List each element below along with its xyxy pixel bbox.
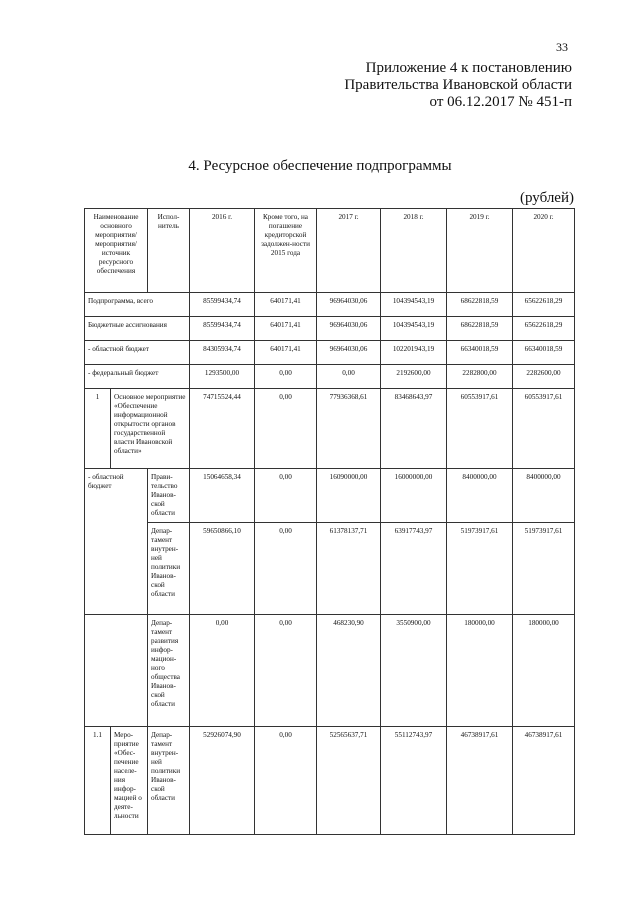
cell-2017: 0,00 — [317, 365, 381, 389]
cell-2016: 0,00 — [190, 615, 255, 727]
row-label: - федеральный бюджет — [85, 365, 190, 389]
cell-debt: 640171,41 — [255, 341, 317, 365]
header-2018: 2018 г. — [381, 209, 447, 293]
row-label-regional-budget: - областной бюджет — [85, 469, 148, 615]
cell-2020: 180000,00 — [513, 615, 575, 727]
page-number: 33 — [556, 40, 568, 54]
appendix-header — [344, 60, 572, 111]
executor-cell: Депар-тамент внутрен-ней политики Иванов-ской области — [148, 523, 190, 615]
cell-2019: 66340018,59 — [447, 341, 513, 365]
cell-debt: 0,00 — [255, 523, 317, 615]
appendix-line-3: от 06.12.2017 № 451-п — [429, 94, 572, 110]
table-header-row — [85, 209, 575, 293]
header-2019: 2019 г. — [447, 209, 513, 293]
table-row-main-activity-1 — [85, 389, 575, 469]
cell-debt: 0,00 — [255, 469, 317, 523]
cell-2018: 83468643,97 — [381, 389, 447, 469]
row-number: 1.1 — [85, 727, 111, 835]
cell-debt: 640171,41 — [255, 317, 317, 341]
table-row-federal-budget — [85, 365, 575, 389]
cell-2018: 104394543,19 — [381, 317, 447, 341]
row-label-empty — [85, 615, 148, 727]
appendix-line-1: Приложение 4 к постановлению — [365, 60, 572, 76]
appendix-line-2: Правительства Ивановской области — [344, 77, 572, 93]
cell-2018: 102201943,19 — [381, 341, 447, 365]
header-executor: Испол-нитель — [148, 209, 190, 293]
cell-2020: 8400000,00 — [513, 469, 575, 523]
cell-2017: 16090000,00 — [317, 469, 381, 523]
header-name: Наименование основного мероприятия/ мероприятия/ источник ресурсного обеспечения — [85, 209, 148, 293]
cell-2020: 60553917,61 — [513, 389, 575, 469]
header-2016: 2016 г. — [190, 209, 255, 293]
cell-debt: 640171,41 — [255, 293, 317, 317]
cell-2018: 55112743,97 — [381, 727, 447, 835]
resource-table — [84, 208, 575, 835]
table-row-budget-allocations — [85, 317, 575, 341]
table-row-subprogram-total — [85, 293, 575, 317]
cell-2018: 16000000,00 — [381, 469, 447, 523]
cell-2016: 85599434,74 — [190, 317, 255, 341]
cell-2016: 84305934,74 — [190, 341, 255, 365]
cell-2020: 65622618,29 — [513, 293, 575, 317]
cell-2017: 77936368,61 — [317, 389, 381, 469]
cell-2020: 66340018,59 — [513, 341, 575, 365]
table-row-executor-internal-policy — [85, 523, 575, 615]
cell-2020: 2282600,00 — [513, 365, 575, 389]
cell-2019: 2282800,00 — [447, 365, 513, 389]
cell-2019: 68622818,59 — [447, 317, 513, 341]
cell-2019: 46738917,61 — [447, 727, 513, 835]
row-label: Основное мероприятие «Обеспечение информационной открытости органов государственной власти Ивановской области» — [111, 389, 190, 469]
cell-2016: 85599434,74 — [190, 293, 255, 317]
table-row-executor-info-society — [85, 615, 575, 727]
cell-2017: 61378137,71 — [317, 523, 381, 615]
table-row-activity-1-1 — [85, 727, 575, 835]
cell-2016: 59650866,10 — [190, 523, 255, 615]
row-label: Бюджетные ассигнования — [85, 317, 190, 341]
cell-2020: 46738917,61 — [513, 727, 575, 835]
cell-2017: 96964030,06 — [317, 341, 381, 365]
header-2020: 2020 г. — [513, 209, 575, 293]
cell-2017: 52565637,71 — [317, 727, 381, 835]
cell-2019: 51973917,61 — [447, 523, 513, 615]
cell-2018: 104394543,19 — [381, 293, 447, 317]
row-label: Подпрограмма, всего — [85, 293, 190, 317]
header-2017: 2017 г. — [317, 209, 381, 293]
cell-2020: 51973917,61 — [513, 523, 575, 615]
row-label: - областной бюджет — [85, 341, 190, 365]
cell-debt: 0,00 — [255, 365, 317, 389]
cell-2016: 15064658,34 — [190, 469, 255, 523]
header-debt-2015: Кроме того, на погашение кредиторской задолжен-ности 2015 года — [255, 209, 317, 293]
cell-2019: 68622818,59 — [447, 293, 513, 317]
cell-2017: 96964030,06 — [317, 293, 381, 317]
cell-2018: 63917743,97 — [381, 523, 447, 615]
cell-2017: 96964030,06 — [317, 317, 381, 341]
cell-2019: 180000,00 — [447, 615, 513, 727]
table-row-regional-budget — [85, 341, 575, 365]
row-label: Меро-приятие «Обес-печение населе-ния инфор-мацией о деяте-льности — [111, 727, 148, 835]
row-number: 1 — [85, 389, 111, 469]
executor-cell: Депар-тамент внутрен-ней политики Иванов-ской области — [148, 727, 190, 835]
cell-2016: 1293500,00 — [190, 365, 255, 389]
cell-2019: 60553917,61 — [447, 389, 513, 469]
cell-debt: 0,00 — [255, 615, 317, 727]
cell-2017: 468230,90 — [317, 615, 381, 727]
executor-cell: Депар-тамент развития инфор-мацион-ного общества Иванов-ской области — [148, 615, 190, 727]
cell-2016: 52926074,90 — [190, 727, 255, 835]
cell-debt: 0,00 — [255, 727, 317, 835]
cell-2019: 8400000,00 — [447, 469, 513, 523]
cell-debt: 0,00 — [255, 389, 317, 469]
executor-cell: Прави-тельство Иванов-ской области — [148, 469, 190, 523]
cell-2020: 65622618,29 — [513, 317, 575, 341]
table-row-executor-government — [85, 469, 575, 523]
units-label: (рублей) — [519, 190, 574, 206]
section-title: 4. Ресурсное обеспечение подпрограммы — [188, 158, 452, 174]
cell-2018: 2192600,00 — [381, 365, 447, 389]
cell-2018: 3550900,00 — [381, 615, 447, 727]
cell-2016: 74715524,44 — [190, 389, 255, 469]
